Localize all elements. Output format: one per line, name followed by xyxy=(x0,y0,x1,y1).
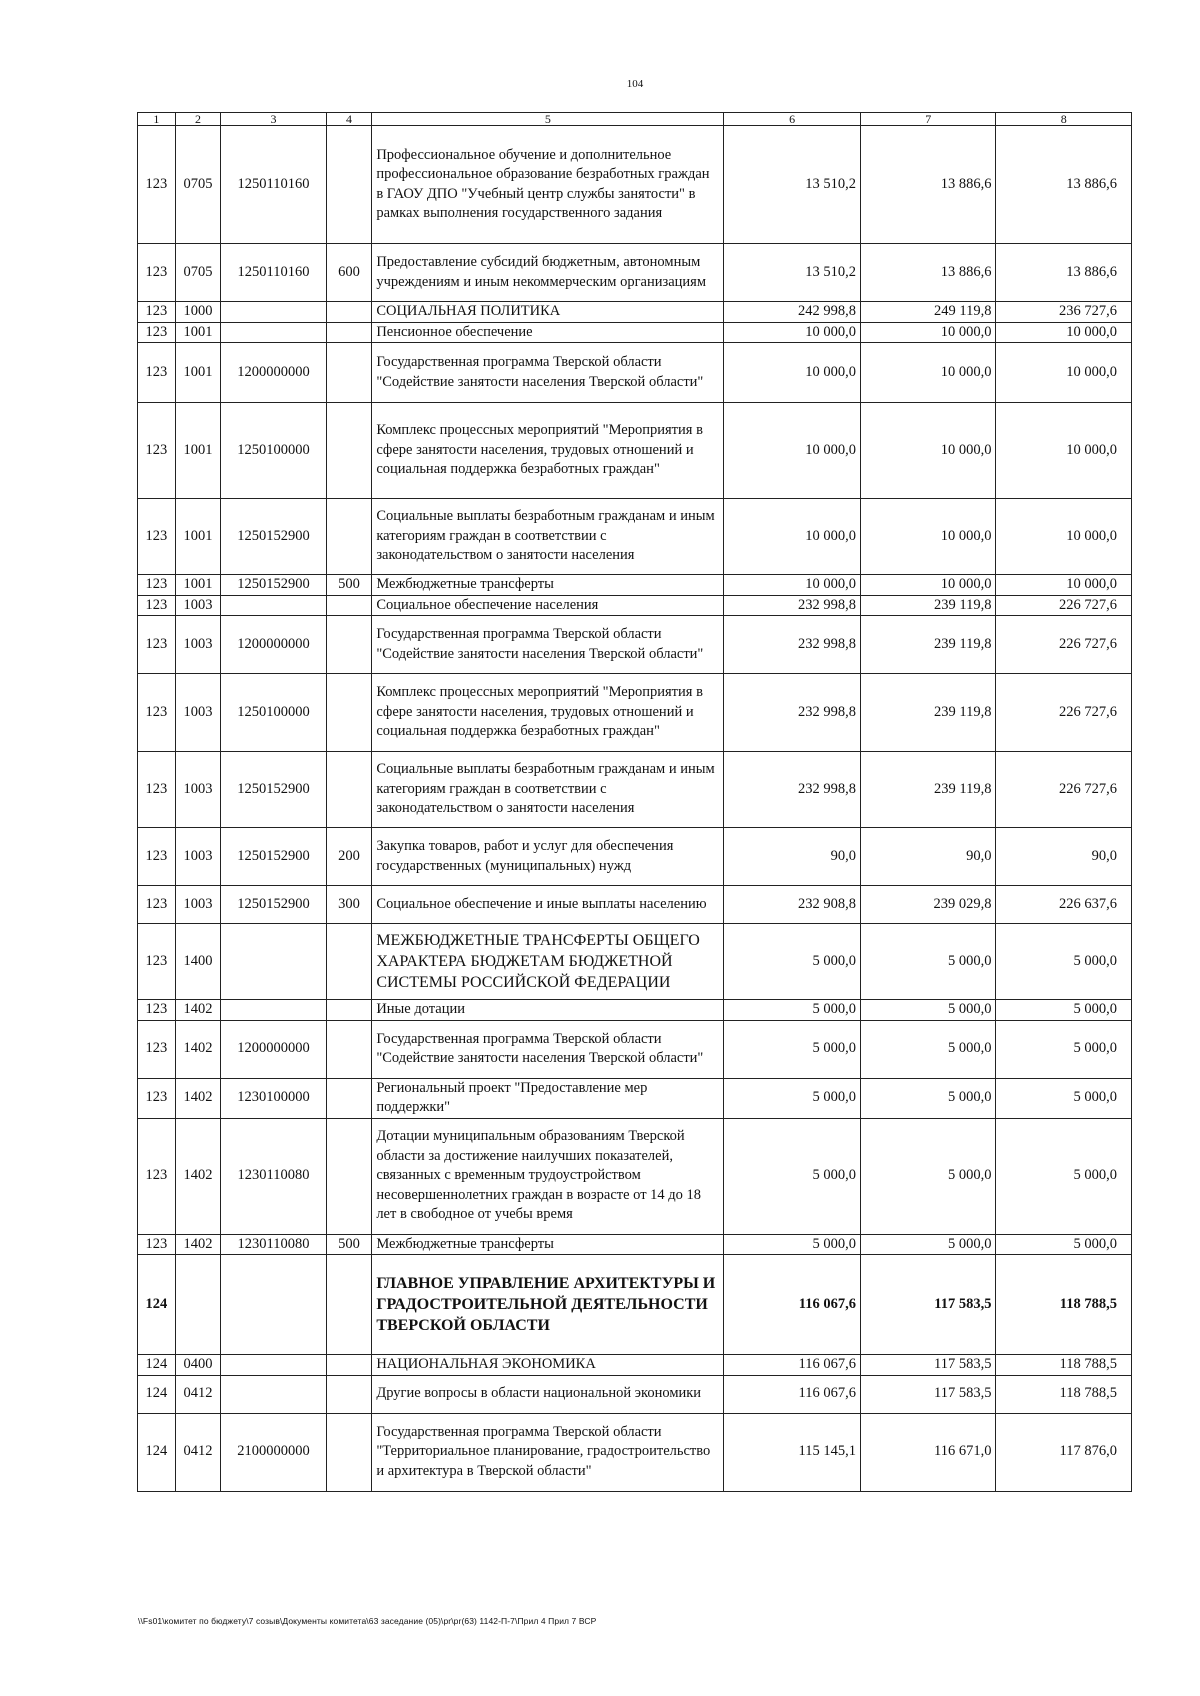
admin-code-cell: 123 xyxy=(138,1020,176,1078)
amount-year-1-cell: 5 000,0 xyxy=(724,1234,861,1255)
expense-type-cell xyxy=(326,403,372,499)
admin-code-cell: 123 xyxy=(138,616,176,674)
amount-year-3-cell: 5 000,0 xyxy=(996,1078,1132,1118)
admin-code-cell: 123 xyxy=(138,322,176,343)
expense-type-cell xyxy=(326,616,372,674)
amount-year-1-cell: 5 000,0 xyxy=(724,1078,861,1118)
page-number: 104 xyxy=(626,78,644,90)
admin-code-cell: 123 xyxy=(138,595,176,616)
section-code-cell: 1003 xyxy=(175,828,221,886)
target-article-cell xyxy=(221,1355,327,1376)
column-header: 7 xyxy=(860,113,995,126)
amount-year-1-cell: 5 000,0 xyxy=(724,924,861,1000)
amount-year-1-cell: 232 908,8 xyxy=(724,886,861,924)
amount-year-3-cell: 10 000,0 xyxy=(996,575,1132,596)
amount-year-2-cell: 249 119,8 xyxy=(860,302,995,323)
admin-code-cell: 123 xyxy=(138,575,176,596)
target-article-cell: 1250100000 xyxy=(221,674,327,752)
admin-code-cell: 123 xyxy=(138,403,176,499)
description-cell: Комплекс процессных мероприятий "Мероприятия в сфере занятости населения, трудовых отношений и социальная поддержка безработных граждан" xyxy=(372,403,724,499)
table-row xyxy=(138,244,1132,302)
section-code-cell: 0705 xyxy=(175,244,221,302)
amount-year-3-cell: 236 727,6 xyxy=(996,302,1132,323)
amount-year-1-cell: 232 998,8 xyxy=(724,674,861,752)
target-article-cell xyxy=(221,322,327,343)
description-cell: Региональный проект "Предоставление мер поддержки" xyxy=(372,1078,724,1118)
amount-year-1-cell: 13 510,2 xyxy=(724,126,861,244)
description-cell: НАЦИОНАЛЬНАЯ ЭКОНОМИКА xyxy=(372,1355,724,1376)
target-article-cell: 1230100000 xyxy=(221,1078,327,1118)
amount-year-2-cell: 10 000,0 xyxy=(860,322,995,343)
section-code-cell: 1402 xyxy=(175,1000,221,1021)
table-row xyxy=(138,343,1132,403)
amount-year-1-cell: 5 000,0 xyxy=(724,1000,861,1021)
description-cell: Социальное обеспечение населения xyxy=(372,595,724,616)
budget-table xyxy=(137,112,1132,1492)
description-cell: ГЛАВНОЕ УПРАВЛЕНИЕ АРХИТЕКТУРЫ И ГРАДОСТРОИТЕЛЬНОЙ ДЕЯТЕЛЬНОСТИ ТВЕРСКОЙ ОБЛАСТИ xyxy=(372,1255,724,1355)
amount-year-2-cell: 239 119,8 xyxy=(860,616,995,674)
expense-type-cell xyxy=(326,752,372,828)
table-row xyxy=(138,1413,1132,1491)
section-code-cell: 0705 xyxy=(175,126,221,244)
description-cell: Межбюджетные трансферты xyxy=(372,1234,724,1255)
target-article-cell: 1200000000 xyxy=(221,616,327,674)
expense-type-cell xyxy=(326,1000,372,1021)
section-code-cell: 1003 xyxy=(175,616,221,674)
section-code-cell: 1003 xyxy=(175,674,221,752)
column-header: 5 xyxy=(372,113,724,126)
amount-year-2-cell: 239 119,8 xyxy=(860,595,995,616)
target-article-cell xyxy=(221,924,327,1000)
target-article-cell: 1250152900 xyxy=(221,575,327,596)
amount-year-3-cell: 226 637,6 xyxy=(996,886,1132,924)
description-cell: Государственная программа Тверской области "Содействие занятости населения Тверской области" xyxy=(372,1020,724,1078)
expense-type-cell xyxy=(326,1078,372,1118)
amount-year-2-cell: 10 000,0 xyxy=(860,343,995,403)
amount-year-1-cell: 115 145,1 xyxy=(724,1413,861,1491)
amount-year-1-cell: 232 998,8 xyxy=(724,616,861,674)
column-header: 3 xyxy=(221,113,327,126)
expense-type-cell xyxy=(326,1355,372,1376)
section-code-cell: 1000 xyxy=(175,302,221,323)
section-code-cell: 1001 xyxy=(175,575,221,596)
amount-year-1-cell: 10 000,0 xyxy=(724,499,861,575)
expense-type-cell xyxy=(326,126,372,244)
section-code-cell: 0412 xyxy=(175,1413,221,1491)
target-article-cell xyxy=(221,1255,327,1355)
amount-year-2-cell: 5 000,0 xyxy=(860,1234,995,1255)
column-header: 2 xyxy=(175,113,221,126)
target-article-cell xyxy=(221,302,327,323)
expense-type-cell xyxy=(326,499,372,575)
admin-code-cell: 123 xyxy=(138,244,176,302)
target-article-cell: 1200000000 xyxy=(221,1020,327,1078)
amount-year-3-cell: 10 000,0 xyxy=(996,322,1132,343)
table-row xyxy=(138,616,1132,674)
table-row xyxy=(138,828,1132,886)
table-row xyxy=(138,499,1132,575)
target-article-cell: 2100000000 xyxy=(221,1413,327,1491)
description-cell: СОЦИАЛЬНАЯ ПОЛИТИКА xyxy=(372,302,724,323)
amount-year-3-cell: 5 000,0 xyxy=(996,1020,1132,1078)
table-row xyxy=(138,1078,1132,1118)
table-row xyxy=(138,302,1132,323)
admin-code-cell: 123 xyxy=(138,499,176,575)
expense-type-cell xyxy=(326,924,372,1000)
amount-year-2-cell: 117 583,5 xyxy=(860,1375,995,1413)
section-code-cell: 1003 xyxy=(175,595,221,616)
amount-year-2-cell: 10 000,0 xyxy=(860,499,995,575)
expense-type-cell: 500 xyxy=(326,575,372,596)
description-cell: Государственная программа Тверской области "Содействие занятости населения Тверской области" xyxy=(372,616,724,674)
expense-type-cell: 500 xyxy=(326,1234,372,1255)
amount-year-1-cell: 116 067,6 xyxy=(724,1375,861,1413)
table-row xyxy=(138,1255,1132,1355)
admin-code-cell: 123 xyxy=(138,1234,176,1255)
admin-code-cell: 124 xyxy=(138,1355,176,1376)
target-article-cell: 1250152900 xyxy=(221,752,327,828)
admin-code-cell: 123 xyxy=(138,674,176,752)
target-article-cell: 1250100000 xyxy=(221,403,327,499)
table-row xyxy=(138,1375,1132,1413)
target-article-cell: 1250110160 xyxy=(221,244,327,302)
amount-year-3-cell: 226 727,6 xyxy=(996,752,1132,828)
amount-year-1-cell: 13 510,2 xyxy=(724,244,861,302)
amount-year-3-cell: 13 886,6 xyxy=(996,244,1132,302)
description-cell: Дотации муниципальным образованиям Тверской области за достижение наилучших показателей, связанных с временным трудоустройством несовершеннолетних граждан в возрасте от 14 до 18 лет в свободное от учебы время xyxy=(372,1118,724,1234)
amount-year-3-cell: 118 788,5 xyxy=(996,1355,1132,1376)
table-row xyxy=(138,1000,1132,1021)
description-cell: Закупка товаров, работ и услуг для обеспечения государственных (муниципальных) нужд xyxy=(372,828,724,886)
amount-year-3-cell: 5 000,0 xyxy=(996,924,1132,1000)
target-article-cell: 1200000000 xyxy=(221,343,327,403)
amount-year-2-cell: 5 000,0 xyxy=(860,1118,995,1234)
description-cell: Комплекс процессных мероприятий "Мероприятия в сфере занятости населения, трудовых отношений и социальная поддержка безработных граждан" xyxy=(372,674,724,752)
description-cell: Другие вопросы в области национальной экономики xyxy=(372,1375,724,1413)
expense-type-cell xyxy=(326,302,372,323)
description-cell: Социальное обеспечение и иные выплаты населению xyxy=(372,886,724,924)
amount-year-2-cell: 13 886,6 xyxy=(860,244,995,302)
table-row xyxy=(138,1020,1132,1078)
table-row xyxy=(138,674,1132,752)
expense-type-cell xyxy=(326,1375,372,1413)
amount-year-1-cell: 232 998,8 xyxy=(724,595,861,616)
amount-year-2-cell: 5 000,0 xyxy=(860,924,995,1000)
amount-year-3-cell: 226 727,6 xyxy=(996,595,1132,616)
expense-type-cell xyxy=(326,1413,372,1491)
table-row xyxy=(138,886,1132,924)
amount-year-3-cell: 5 000,0 xyxy=(996,1234,1132,1255)
target-article-cell: 1250152900 xyxy=(221,499,327,575)
amount-year-2-cell: 5 000,0 xyxy=(860,1000,995,1021)
admin-code-cell: 124 xyxy=(138,1255,176,1355)
amount-year-1-cell: 10 000,0 xyxy=(724,575,861,596)
section-code-cell: 1001 xyxy=(175,343,221,403)
section-code-cell: 1003 xyxy=(175,886,221,924)
description-cell: Государственная программа Тверской области "Содействие занятости населения Тверской области" xyxy=(372,343,724,403)
column-header: 1 xyxy=(138,113,176,126)
column-header: 6 xyxy=(724,113,861,126)
amount-year-1-cell: 116 067,6 xyxy=(724,1355,861,1376)
amount-year-2-cell: 239 029,8 xyxy=(860,886,995,924)
amount-year-1-cell: 116 067,6 xyxy=(724,1255,861,1355)
section-code-cell: 1402 xyxy=(175,1234,221,1255)
admin-code-cell: 123 xyxy=(138,1078,176,1118)
description-cell: Социальные выплаты безработным гражданам и иным категориям граждан в соответствии с законодательством о занятости населения xyxy=(372,499,724,575)
table-row xyxy=(138,595,1132,616)
expense-type-cell xyxy=(326,1020,372,1078)
description-cell: Государственная программа Тверской области "Территориальное планирование, градостроительство и архитектура в Тверской области" xyxy=(372,1413,724,1491)
amount-year-3-cell: 118 788,5 xyxy=(996,1255,1132,1355)
table-row xyxy=(138,1234,1132,1255)
section-code-cell: 1402 xyxy=(175,1020,221,1078)
description-cell: Иные дотации xyxy=(372,1000,724,1021)
amount-year-1-cell: 10 000,0 xyxy=(724,343,861,403)
admin-code-cell: 123 xyxy=(138,924,176,1000)
expense-type-cell: 600 xyxy=(326,244,372,302)
amount-year-2-cell: 239 119,8 xyxy=(860,674,995,752)
amount-year-3-cell: 5 000,0 xyxy=(996,1118,1132,1234)
amount-year-1-cell: 5 000,0 xyxy=(724,1020,861,1078)
expense-type-cell xyxy=(326,343,372,403)
admin-code-cell: 123 xyxy=(138,1118,176,1234)
amount-year-2-cell: 117 583,5 xyxy=(860,1255,995,1355)
amount-year-2-cell: 5 000,0 xyxy=(860,1020,995,1078)
amount-year-3-cell: 10 000,0 xyxy=(996,403,1132,499)
amount-year-2-cell: 239 119,8 xyxy=(860,752,995,828)
expense-type-cell: 300 xyxy=(326,886,372,924)
section-code-cell: 1001 xyxy=(175,322,221,343)
description-cell: Профессиональное обучение и дополнительное профессиональное образование безработных граждан в ГАОУ ДПО "Учебный центр службы занятости" в рамках выполнения государственного задания xyxy=(372,126,724,244)
file-path-footer: \\Fs01\комитет по бюджету\7 созыв\Документы комитета\63 заседание (05)\pr\pr(63) 1142-П-7\Прил 4 Прил 7 ВСР xyxy=(138,1616,597,1626)
table-row xyxy=(138,752,1132,828)
amount-year-2-cell: 116 671,0 xyxy=(860,1413,995,1491)
amount-year-3-cell: 13 886,6 xyxy=(996,126,1132,244)
amount-year-1-cell: 242 998,8 xyxy=(724,302,861,323)
admin-code-cell: 123 xyxy=(138,752,176,828)
section-code-cell: 0412 xyxy=(175,1375,221,1413)
amount-year-2-cell: 5 000,0 xyxy=(860,1078,995,1118)
admin-code-cell: 124 xyxy=(138,1413,176,1491)
amount-year-1-cell: 10 000,0 xyxy=(724,322,861,343)
table-row xyxy=(138,924,1132,1000)
amount-year-2-cell: 10 000,0 xyxy=(860,575,995,596)
admin-code-cell: 123 xyxy=(138,343,176,403)
admin-code-cell: 123 xyxy=(138,828,176,886)
amount-year-1-cell: 232 998,8 xyxy=(724,752,861,828)
amount-year-2-cell: 10 000,0 xyxy=(860,403,995,499)
target-article-cell: 1250152900 xyxy=(221,886,327,924)
amount-year-3-cell: 117 876,0 xyxy=(996,1413,1132,1491)
admin-code-cell: 123 xyxy=(138,886,176,924)
column-number-row xyxy=(138,113,1132,126)
amount-year-1-cell: 5 000,0 xyxy=(724,1118,861,1234)
target-article-cell: 1230110080 xyxy=(221,1234,327,1255)
section-code-cell: 1001 xyxy=(175,403,221,499)
section-code-cell: 1001 xyxy=(175,499,221,575)
expense-type-cell xyxy=(326,1255,372,1355)
section-code-cell: 1402 xyxy=(175,1118,221,1234)
amount-year-2-cell: 13 886,6 xyxy=(860,126,995,244)
description-cell: Предоставление субсидий бюджетным, автономным учреждениям и иным некоммерческим организациям xyxy=(372,244,724,302)
column-header: 8 xyxy=(996,113,1132,126)
admin-code-cell: 124 xyxy=(138,1375,176,1413)
target-article-cell: 1230110080 xyxy=(221,1118,327,1234)
section-code-cell: 1400 xyxy=(175,924,221,1000)
expense-type-cell: 200 xyxy=(326,828,372,886)
expense-type-cell xyxy=(326,1118,372,1234)
amount-year-1-cell: 90,0 xyxy=(724,828,861,886)
amount-year-2-cell: 117 583,5 xyxy=(860,1355,995,1376)
admin-code-cell: 123 xyxy=(138,1000,176,1021)
amount-year-2-cell: 90,0 xyxy=(860,828,995,886)
table-row xyxy=(138,403,1132,499)
column-header: 4 xyxy=(326,113,372,126)
section-code-cell: 1003 xyxy=(175,752,221,828)
table-row xyxy=(138,1118,1132,1234)
amount-year-3-cell: 226 727,6 xyxy=(996,674,1132,752)
table-row xyxy=(138,322,1132,343)
amount-year-1-cell: 10 000,0 xyxy=(724,403,861,499)
description-cell: МЕЖБЮДЖЕТНЫЕ ТРАНСФЕРТЫ ОБЩЕГО ХАРАКТЕРА БЮДЖЕТАМ БЮДЖЕТНОЙ СИСТЕМЫ РОССИЙСКОЙ ФЕДЕРАЦИИ xyxy=(372,924,724,1000)
expense-type-cell xyxy=(326,674,372,752)
amount-year-3-cell: 90,0 xyxy=(996,828,1132,886)
table-row xyxy=(138,1355,1132,1376)
expense-type-cell xyxy=(326,595,372,616)
amount-year-3-cell: 5 000,0 xyxy=(996,1000,1132,1021)
table-row xyxy=(138,575,1132,596)
admin-code-cell: 123 xyxy=(138,302,176,323)
section-code-cell: 0400 xyxy=(175,1355,221,1376)
amount-year-3-cell: 118 788,5 xyxy=(996,1375,1132,1413)
description-cell: Межбюджетные трансферты xyxy=(372,575,724,596)
amount-year-3-cell: 10 000,0 xyxy=(996,499,1132,575)
section-code-cell: 1402 xyxy=(175,1078,221,1118)
target-article-cell xyxy=(221,1000,327,1021)
target-article-cell: 1250110160 xyxy=(221,126,327,244)
amount-year-3-cell: 226 727,6 xyxy=(996,616,1132,674)
admin-code-cell: 123 xyxy=(138,126,176,244)
target-article-cell xyxy=(221,595,327,616)
expense-type-cell xyxy=(326,322,372,343)
description-cell: Пенсионное обеспечение xyxy=(372,322,724,343)
amount-year-3-cell: 10 000,0 xyxy=(996,343,1132,403)
description-cell: Социальные выплаты безработным гражданам и иным категориям граждан в соответствии с законодательством о занятости населения xyxy=(372,752,724,828)
table-row xyxy=(138,126,1132,244)
target-article-cell xyxy=(221,1375,327,1413)
target-article-cell: 1250152900 xyxy=(221,828,327,886)
section-code-cell xyxy=(175,1255,221,1355)
